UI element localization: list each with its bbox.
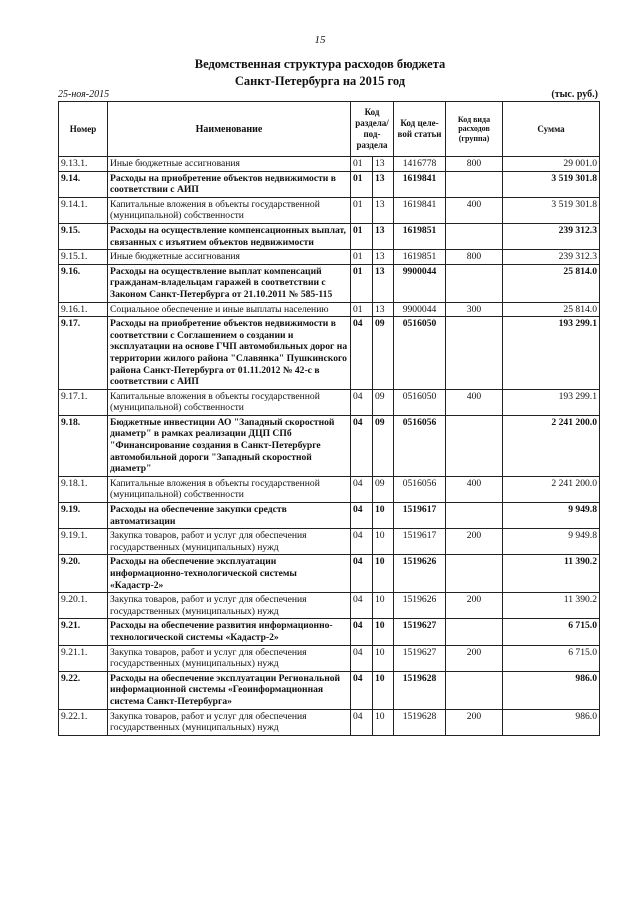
row-number: 9.20. — [59, 555, 108, 593]
row-subsection: 13 — [373, 197, 394, 223]
row-expense-type — [446, 317, 503, 390]
row-section: 01 — [351, 157, 373, 172]
row-target-code: 1619851 — [394, 223, 446, 249]
row-target-code: 0516050 — [394, 389, 446, 415]
row-expense-type: 400 — [446, 476, 503, 502]
row-subsection: 10 — [373, 503, 394, 529]
row-subsection: 13 — [373, 264, 394, 302]
table-row — [59, 197, 600, 223]
row-target-code: 1416778 — [394, 157, 446, 172]
row-section: 04 — [351, 415, 373, 476]
row-sum: 239 312.3 — [503, 250, 600, 265]
row-expense-type: 800 — [446, 250, 503, 265]
row-number: 9.16. — [59, 264, 108, 302]
table-row — [59, 317, 600, 390]
row-sum: 3 519 301.8 — [503, 197, 600, 223]
row-name: Расходы на осуществление выплат компенсаций гражданам-владельцам гаражей в соответствии с Законом Санкт-Петербурга от 21.10.2011 № 585-115 — [108, 264, 351, 302]
row-number: 9.17.1. — [59, 389, 108, 415]
row-expense-type: 200 — [446, 593, 503, 619]
row-expense-type — [446, 619, 503, 645]
header-sum: Сумма — [503, 102, 600, 157]
table-row — [59, 171, 600, 197]
row-section: 04 — [351, 476, 373, 502]
row-subsection: 10 — [373, 555, 394, 593]
row-number: 9.14.1. — [59, 197, 108, 223]
row-number: 9.16.1. — [59, 302, 108, 317]
budget-table — [58, 101, 600, 736]
row-number: 9.15. — [59, 223, 108, 249]
row-subsection: 10 — [373, 619, 394, 645]
row-number: 9.19.1. — [59, 529, 108, 555]
table-row — [59, 264, 600, 302]
table-row — [59, 223, 600, 249]
row-sum: 3 519 301.8 — [503, 171, 600, 197]
row-expense-type — [446, 671, 503, 709]
row-sum: 9 949.8 — [503, 503, 600, 529]
row-target-code: 9900044 — [394, 302, 446, 317]
row-section: 04 — [351, 645, 373, 671]
table-row — [59, 503, 600, 529]
row-section: 04 — [351, 503, 373, 529]
row-sum: 25 814.0 — [503, 302, 600, 317]
row-section: 01 — [351, 171, 373, 197]
row-sum: 2 241 200.0 — [503, 415, 600, 476]
row-section: 04 — [351, 709, 373, 735]
row-target-code: 1519627 — [394, 645, 446, 671]
row-target-code: 1519628 — [394, 709, 446, 735]
table-row — [59, 415, 600, 476]
row-section: 01 — [351, 197, 373, 223]
row-expense-type — [446, 503, 503, 529]
row-subsection: 09 — [373, 317, 394, 390]
row-number: 9.17. — [59, 317, 108, 390]
row-name: Расходы на обеспечение закупки средств автоматизации — [108, 503, 351, 529]
row-expense-type — [446, 264, 503, 302]
row-expense-type: 400 — [446, 389, 503, 415]
row-name: Закупка товаров, работ и услуг для обеспечения государственных (муниципальных) нужд — [108, 709, 351, 735]
row-number: 9.14. — [59, 171, 108, 197]
row-subsection: 10 — [373, 593, 394, 619]
row-expense-type: 300 — [446, 302, 503, 317]
row-subsection: 13 — [373, 171, 394, 197]
row-section: 01 — [351, 264, 373, 302]
table-row — [59, 555, 600, 593]
row-name: Расходы на обеспечение эксплуатации Региональной информационной системы «Геоинформационная система Санкт-Петербурга» — [108, 671, 351, 709]
title-line-1: Ведомственная структура расходов бюджета — [194, 57, 446, 71]
row-sum: 986.0 — [503, 709, 600, 735]
table-row — [59, 250, 600, 265]
row-name: Иные бюджетные ассигнования — [108, 250, 351, 265]
row-name: Капитальные вложения в объекты государственной (муниципальной) собственности — [108, 389, 351, 415]
row-number: 9.13.1. — [59, 157, 108, 172]
row-section: 04 — [351, 671, 373, 709]
header-target-code: Код целе- вой статьи — [394, 102, 446, 157]
row-section: 04 — [351, 619, 373, 645]
row-section: 04 — [351, 593, 373, 619]
row-section: 04 — [351, 529, 373, 555]
table-row — [59, 389, 600, 415]
row-target-code: 1519626 — [394, 555, 446, 593]
row-target-code: 0516056 — [394, 415, 446, 476]
row-name: Капитальные вложения в объекты государственной (муниципальной) собственности — [108, 197, 351, 223]
page-number: 15 — [314, 34, 326, 46]
row-name: Капитальные вложения в объекты государственной (муниципальной) собственности — [108, 476, 351, 502]
row-subsection: 09 — [373, 389, 394, 415]
row-target-code: 0516050 — [394, 317, 446, 390]
row-sum: 193 299.1 — [503, 389, 600, 415]
row-subsection: 13 — [373, 302, 394, 317]
row-name: Расходы на приобретение объектов недвижимости в соответствии с АИП — [108, 171, 351, 197]
row-name: Расходы на осуществление компенсационных выплат, связанных с изъятием объектов недвижимости — [108, 223, 351, 249]
row-sum: 193 299.1 — [503, 317, 600, 390]
row-number: 9.18.1. — [59, 476, 108, 502]
table-row — [59, 619, 600, 645]
row-number: 9.18. — [59, 415, 108, 476]
row-expense-type: 200 — [446, 645, 503, 671]
row-name: Социальное обеспечение и иные выплаты населению — [108, 302, 351, 317]
row-subsection: 13 — [373, 223, 394, 249]
row-target-code: 1619841 — [394, 197, 446, 223]
row-name: Бюджетные инвестиции АО "Западный скоростной диаметр" в рамках реализации ДЦП СПб "Финансирование создания в Санкт-Петербурге автомобильной дороги "Западный скоростной диаметр" — [108, 415, 351, 476]
table-row — [59, 671, 600, 709]
row-name: Расходы на обеспечение развития информационно-технологической системы «Кадастр-2» — [108, 619, 351, 645]
row-section: 04 — [351, 389, 373, 415]
row-expense-type: 200 — [446, 529, 503, 555]
row-number: 9.21.1. — [59, 645, 108, 671]
row-subsection: 10 — [373, 709, 394, 735]
row-sum: 11 390.2 — [503, 555, 600, 593]
title-line-2: Санкт-Петербурга на 2015 год — [234, 74, 406, 88]
row-section: 04 — [351, 555, 373, 593]
document-title — [0, 56, 640, 90]
row-section: 01 — [351, 302, 373, 317]
row-subsection: 09 — [373, 476, 394, 502]
units-label: (тыс. руб.) — [551, 89, 598, 100]
row-name: Расходы на приобретение объектов недвижимости в соответствии с Соглашением о создании и эксплуатации на основе ГЧП автомобильных дорог на территории жилого района "Славянка" Пушкинского района Санкт-Петербурга от 01.11.2012 № 42-с в соответствии с АИП — [108, 317, 351, 390]
table-row — [59, 645, 600, 671]
row-expense-type — [446, 223, 503, 249]
row-subsection: 10 — [373, 645, 394, 671]
row-sum: 6 715.0 — [503, 645, 600, 671]
header-expense-type-code: Код вида расходов (группа) — [446, 102, 503, 157]
row-section: 04 — [351, 317, 373, 390]
row-sum: 9 949.8 — [503, 529, 600, 555]
row-target-code: 1619851 — [394, 250, 446, 265]
row-subsection: 13 — [373, 157, 394, 172]
table-row — [59, 157, 600, 172]
row-expense-type — [446, 415, 503, 476]
row-expense-type: 800 — [446, 157, 503, 172]
row-target-code: 9900044 — [394, 264, 446, 302]
row-target-code: 1519627 — [394, 619, 446, 645]
row-target-code: 1619841 — [394, 171, 446, 197]
row-target-code: 1519617 — [394, 529, 446, 555]
row-subsection: 09 — [373, 415, 394, 476]
row-sum: 11 390.2 — [503, 593, 600, 619]
row-target-code: 1519628 — [394, 671, 446, 709]
table-row — [59, 593, 600, 619]
row-sum: 986.0 — [503, 671, 600, 709]
row-expense-type — [446, 555, 503, 593]
header-name: Наименование — [108, 102, 351, 157]
row-number: 9.20.1. — [59, 593, 108, 619]
header-section-code: Код раздела/ под- раздела — [351, 102, 394, 157]
row-number: 9.19. — [59, 503, 108, 529]
row-subsection: 10 — [373, 671, 394, 709]
row-expense-type — [446, 171, 503, 197]
row-subsection: 13 — [373, 250, 394, 265]
row-sum: 25 814.0 — [503, 264, 600, 302]
row-subsection: 10 — [373, 529, 394, 555]
row-name: Расходы на обеспечение эксплуатации информационно-технологической системы «Кадастр-2» — [108, 555, 351, 593]
table-row — [59, 709, 600, 735]
header-number: Номер — [59, 102, 108, 157]
row-name: Иные бюджетные ассигнования — [108, 157, 351, 172]
table-row — [59, 529, 600, 555]
row-number: 9.22. — [59, 671, 108, 709]
row-target-code: 0516056 — [394, 476, 446, 502]
row-number: 9.15.1. — [59, 250, 108, 265]
row-section: 01 — [351, 250, 373, 265]
row-sum: 239 312.3 — [503, 223, 600, 249]
row-section: 01 — [351, 223, 373, 249]
row-sum: 2 241 200.0 — [503, 476, 600, 502]
document-date: 25-ноя-2015 — [58, 89, 110, 100]
row-number: 9.21. — [59, 619, 108, 645]
table-row — [59, 476, 600, 502]
table-row — [59, 302, 600, 317]
row-sum: 29 001.0 — [503, 157, 600, 172]
row-target-code: 1519626 — [394, 593, 446, 619]
row-sum: 6 715.0 — [503, 619, 600, 645]
row-name: Закупка товаров, работ и услуг для обеспечения государственных (муниципальных) нужд — [108, 645, 351, 671]
row-expense-type: 400 — [446, 197, 503, 223]
row-number: 9.22.1. — [59, 709, 108, 735]
table-header-row — [59, 102, 600, 157]
row-expense-type: 200 — [446, 709, 503, 735]
row-name: Закупка товаров, работ и услуг для обеспечения государственных (муниципальных) нужд — [108, 593, 351, 619]
row-name: Закупка товаров, работ и услуг для обеспечения государственных (муниципальных) нужд — [108, 529, 351, 555]
row-target-code: 1519617 — [394, 503, 446, 529]
